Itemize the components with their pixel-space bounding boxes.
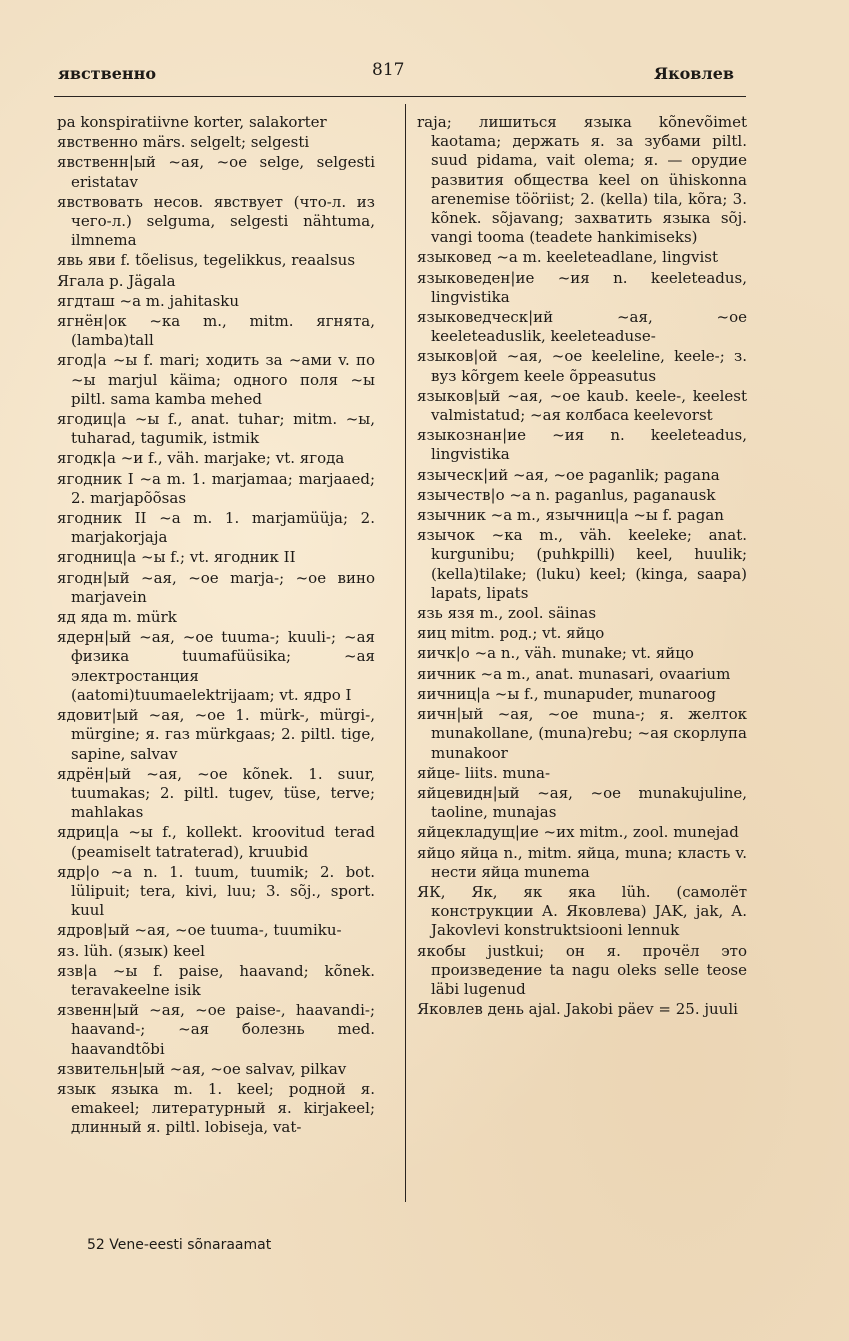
dictionary-entry: язв|а ~ы f. paise, haavand; kõnek. teravakeelne isik: [57, 961, 375, 999]
dictionary-entry: яйцо яйца n., mitm. яйца, muna; класть v. нести яйца munema: [417, 843, 747, 881]
dictionary-entry: язь язя m., zool. säinas: [417, 604, 597, 623]
dictionary-entry: языков|ой ~ая, ~ое keeleline, keele-; з. вуз kõrgem keele õppeasutus: [417, 347, 747, 385]
dictionary-entry: якобы justkui; он я. прочёл это произведение ta nagu oleks selle teose läbi lugenud: [417, 941, 747, 998]
header-guide-word-right: Яковлев: [653, 64, 734, 83]
dictionary-entry: языков|ый ~ая, ~ое kaub. keele-, keelest valmistatud; ~ая колбаса keelevorst: [417, 386, 747, 425]
dictionary-entry: язык языка m. 1. keel; родной я. emakeel; литературный я. kirjakeel; длинный я. piltl. lobiseja, vat-: [57, 1079, 375, 1137]
dictionary-entry: ядерн|ый ~ая, ~ое tuuma-; kuuli-; ~ая физика tuumafüüsika; ~ая электростанция (aatomi)tuumaelektrijaam; vt. ядро I: [57, 628, 375, 704]
dictionary-entry: яйцекладущ|ие ~их mitm., zool. munejad: [417, 823, 739, 842]
dictionary-entry: ядовит|ый ~ая, ~ое 1. mürk-, mürgi-, mürgine; я. газ mürkgaas; 2. piltl. tige, sapine, salvav: [57, 706, 375, 763]
dictionary-entry: язычник ~а m., язычниц|а ~ы f. pagan: [417, 506, 724, 525]
header-rule: [54, 96, 746, 97]
dictionary-entry: ягнён|ок ~ка m., mitm. ягнята, (lamba)tall: [57, 312, 375, 350]
dictionary-entry: язычок ~ка m., väh. keeleke; anat. kurgunibu; (puhkpilli) keel, huulik; (kella)tilake; (luku) keel; (kinga, saapa) lapats, lipats: [417, 526, 747, 602]
dictionary-entry: явствовать несов. явствует (что-л. из чего-л.) selguma, selgesti nähtuma, ilmnema: [57, 192, 375, 250]
dictionary-entry: яиц mitm. род.; vt. яйцо: [417, 624, 605, 643]
dictionary-entry: языковедческ|ий ~ая, ~ое keeleteaduslik, keeleteaduse-: [417, 308, 747, 346]
dictionary-entry: язвенн|ый ~ая, ~ое paise-, haavandi-; haavand-; ~ая болезнь med. haavandtõbi: [57, 1001, 375, 1058]
header-guide-word-left: явственно: [58, 64, 156, 83]
right-column: [417, 113, 747, 1020]
dictionary-entry: явь яви f. tõelisus, tegelikkus, reaalsus: [57, 251, 356, 270]
page-number: 817: [372, 60, 405, 80]
dictionary-entry: явственн|ый ~ая, ~ое selge, selgesti eristatav: [57, 153, 375, 191]
dictionary-entry: Ягала p. Jägala: [57, 271, 176, 290]
dictionary-entry: явственно märs. selgelt; selgesti: [57, 133, 310, 152]
dictionary-entry: pa konspiratiivne korter, salakorter: [57, 113, 327, 131]
left-column: [57, 113, 375, 1139]
dictionary-entry: ягодиц|а ~ы f., anat. tuhar; mitm. ~ы, tuharad, tagumik, istmik: [57, 410, 375, 448]
footer-signature: 52 Vene-eesti sõnaraamat: [87, 1237, 272, 1253]
dictionary-entry: ядриц|а ~ы f., kollekt. kroovitud terad (peamiselt tatraterad), kruubid: [57, 823, 375, 861]
dictionary-entry: яд яда m. mürk: [57, 608, 177, 627]
dictionary-entry: ЯК, Як, як яка lüh. (самолёт конструкции А. Яковлева) JAK, jak, A. Jakovlevi konstruktsiooni lennuk: [417, 882, 747, 940]
dictionary-entry: ягодниц|а ~ы f.; vt. ягодник II: [57, 548, 296, 567]
dictionary-entry: яичник ~а m., anat. munasari, ovaarium: [417, 664, 731, 683]
dictionary-entry: ядров|ый ~ая, ~ое tuuma-, tuumiku-: [57, 921, 342, 940]
dictionary-entry: яз. lüh. (язык) keel: [57, 941, 205, 960]
dictionary-entry: яичн|ый ~ая, ~ое muna-; я. желток munakollane, (muna)rebu; ~ая скорлупа munakoor: [417, 705, 747, 762]
dictionary-entry: ягдташ ~а m. jahitasku: [57, 291, 240, 310]
dictionary-entry: яйцевидн|ый ~ая, ~ое munakujuline, taoline, munajas: [417, 783, 747, 822]
dictionary-entry: ягод|а ~ы f. mari; ходить за ~ами v. по ~ы marjul käima; одного поля ~ы piltl. sama kamba mehed: [57, 351, 375, 408]
dictionary-entry: ягодн|ый ~ая, ~ое marja-; ~ое вино marjavein: [57, 568, 375, 606]
dictionary-entry: ядр|о ~а n. 1. tuum, tuumik; 2. bot. lülipuit; tera, kivi, luu; 3. sõj., sport. kuul: [57, 862, 375, 920]
dictionary-entry: ягодник II ~а m. 1. marjamüüja; 2. marjakorjaja: [57, 509, 375, 547]
column-divider: [405, 104, 406, 1202]
dictionary-entry: ягодник I ~а m. 1. marjamaa; marjaaed; 2. marjapõõsas: [57, 469, 375, 507]
dictionary-entry: яйце- liits. muna-: [417, 763, 551, 782]
dictionary-entry: Яковлев день ajal. Jakobi päev = 25. juuli: [417, 1000, 738, 1019]
dictionary-entry: языческ|ий ~ая, ~ое paganlik; pagana: [417, 465, 720, 484]
dictionary-entry: raja; лишиться языка kõnevõimet kaotama; держать я. за зубами piltl. suud pidama, vait olema; я. — орудие развития общества keel on ühiskonna arenemise tööriist; 2. (kella) tila, kõra; 3. kõnek. sõjavang; захватить языка sõj. vangi tooma (teadete hankimiseks): [417, 113, 747, 247]
dictionary-entry: яичниц|а ~ы f., munapuder, munaroog: [417, 684, 716, 703]
dictionary-entry: яичк|о ~а n., väh. munake; vt. яйцо: [417, 644, 694, 663]
dictionary-entry: языковеден|ие ~ия n. keeleteadus, lingvistika: [417, 268, 747, 306]
dictionary-entry: ягодк|а ~и f., väh. marjake; vt. ягода: [57, 449, 345, 468]
dictionary-entry: ядрён|ый ~ая, ~ое kõnek. 1. suur, tuumakas; 2. piltl. tugev, tüse, terve; mahlakas: [57, 764, 375, 822]
dictionary-entry: язвительн|ый ~ая, ~ое salvav, pilkav: [57, 1059, 347, 1078]
dictionary-entry: языкознан|ие ~ия n. keeleteadus, lingvistika: [417, 426, 747, 464]
dictionary-entry: язычеств|о ~а n. paganlus, paganausk: [417, 485, 716, 504]
dictionary-entry: языковед ~а m. keeleteadlane, lingvist: [417, 248, 718, 267]
